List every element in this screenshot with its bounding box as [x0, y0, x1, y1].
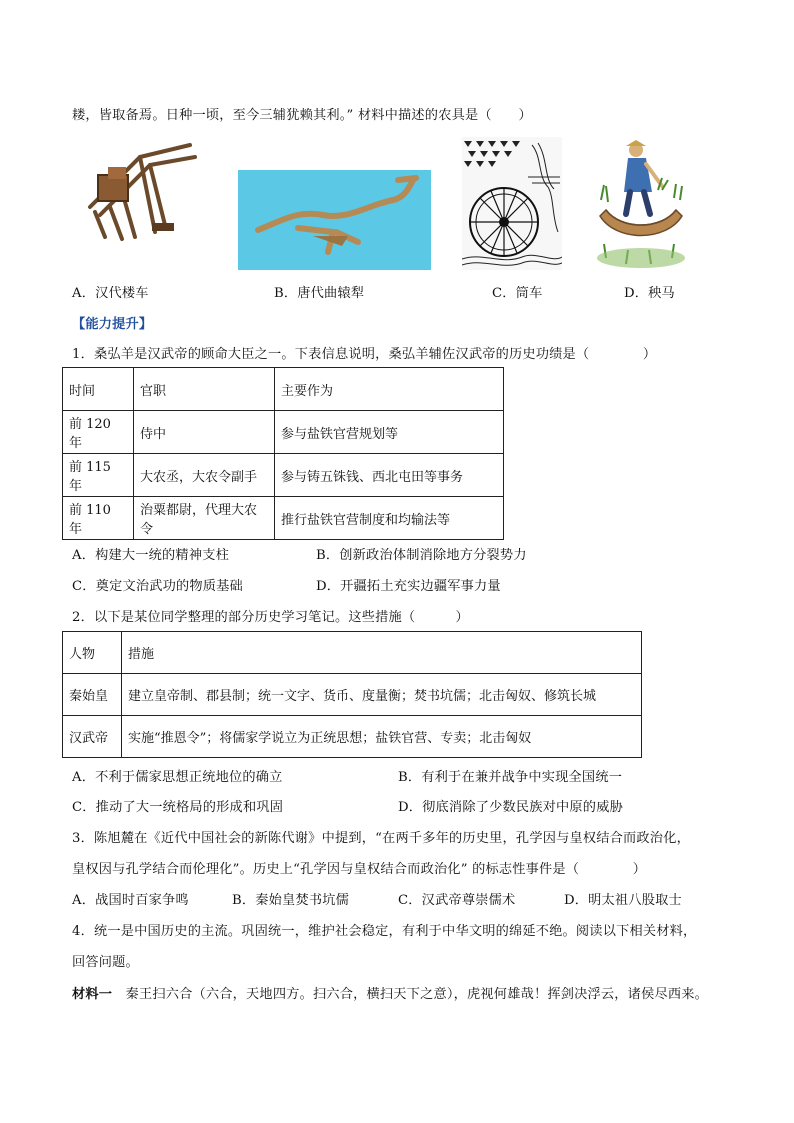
curved-plough-icon [238, 170, 431, 270]
table-cell: 大农丞，大农令副手 [134, 454, 275, 497]
q4-material-1 [72, 983, 708, 1002]
q3-option-a: A．战国时百家争鸣 [72, 893, 189, 908]
table-cell: 治粟都尉，代理大农令 [134, 497, 275, 540]
table-header-cell: 官职 [134, 368, 275, 411]
table-row [63, 497, 504, 540]
table-cell: 汉武帝 [63, 716, 122, 758]
q3-line-1: 3．陈旭麓在《近代中国社会的新陈代谢》中提到，“在两千多年的历史里，孔学因与皇权结合而政治化， [72, 831, 690, 846]
table-header-cell: 人物 [63, 632, 122, 674]
q3-option-c: C．汉武帝尊崇儒术 [398, 893, 516, 908]
table-cell: 秦始皇 [63, 674, 122, 716]
intro-option-c: C．筒车 [492, 286, 543, 301]
table-cell: 参与盐铁官营规划等 [275, 411, 504, 454]
tongche-waterwheel-image [462, 137, 562, 270]
table-row [63, 454, 504, 497]
q2-option-c: C．推动了大一统格局的形成和巩固 [72, 800, 284, 815]
q1-option-b: B．创新政治体制消除地方分裂势力 [316, 548, 527, 563]
table-cell: 前 120 年 [63, 411, 134, 454]
table-cell: 侍中 [134, 411, 275, 454]
table-cell: 前 115 年 [63, 454, 134, 497]
table-row [63, 632, 642, 674]
intro-line: 耧，皆取备焉。日种一顷，至今三辅犹赖其利。” 材料中描述的农具是（ ） [72, 108, 532, 123]
table-row [63, 411, 504, 454]
yangma-rice-boat-image [596, 140, 686, 270]
section-title: 【能力提升】 [72, 317, 153, 332]
q4-line-2: 回答问题。 [72, 955, 139, 970]
q3-option-b: B．秦始皇焚书坑儒 [232, 893, 349, 908]
table-cell: 建立皇帝制、郡县制；统一文字、货币、度量衡；焚书坑儒；北击匈奴、修筑长城 [122, 674, 642, 716]
q1-option-d: D．开疆拓土充实边疆军事力量 [316, 579, 501, 594]
q3-option-d: D．明太祖八股取士 [564, 893, 682, 908]
louche-seed-drill-image [70, 137, 200, 247]
material-label: 材料一 [72, 987, 113, 1002]
table-cell: 实施“推恩令”；将儒家学说立为正统思想；盐铁官营、专卖；北击匈奴 [122, 716, 642, 758]
table-header-cell: 主要作为 [275, 368, 504, 411]
q2-option-b: B．有利于在兼并战争中实现全国统一 [398, 770, 623, 785]
q1-table [62, 367, 504, 540]
intro-option-b: B．唐代曲辕犁 [274, 286, 365, 301]
table-header-cell: 措施 [122, 632, 642, 674]
q2-table [62, 631, 642, 758]
table-row [63, 716, 642, 758]
q2-stem: 2．以下是某位同学整理的部分历史学习笔记。这些措施（ ） [72, 610, 469, 625]
material-text: 秦王扫六合（六合，天地四方。扫六合，横扫天下之意），虎视何雄哉！挥剑决浮云，诸侯尽西来。 [112, 987, 709, 1002]
q2-option-a: A．不利于儒家思想正统地位的确立 [72, 770, 283, 785]
q1-option-a: A．构建大一统的精神支柱 [72, 548, 229, 563]
table-cell: 前 110 年 [63, 497, 134, 540]
q2-option-d: D．彻底消除了少数民族对中原的威胁 [398, 800, 623, 815]
q4-line-1: 4．统一是中国历史的主流。巩固统一，维护社会稳定，有利于中华文明的绵延不绝。阅读以下相关材料， [72, 924, 697, 939]
q1-option-c: C．奠定文治武功的物质基础 [72, 579, 243, 594]
yangma-rice-boat-icon [596, 140, 686, 270]
intro-option-d: D．秧马 [624, 286, 675, 301]
q3-line-2: 皇权因与孔学结合而伦理化”。历史上“孔学因与皇权结合而政治化” 的标志性事件是（ ） [72, 862, 647, 877]
table-cell: 推行盐铁官营制度和均输法等 [275, 497, 504, 540]
table-row [63, 674, 642, 716]
table-row [63, 368, 504, 411]
table-header-cell: 时间 [63, 368, 134, 411]
table-cell: 参与铸五铢钱、西北屯田等事务 [275, 454, 504, 497]
louche-seed-drill-icon [70, 137, 200, 247]
q1-stem: 1．桑弘羊是汉武帝的顾命大臣之一。下表信息说明，桑弘羊辅佐汉武帝的历史功绩是（ ） [72, 347, 657, 362]
tongche-waterwheel-icon [462, 137, 562, 270]
curved-plough-image [238, 170, 431, 270]
intro-option-a: A．汉代楼车 [72, 286, 149, 301]
